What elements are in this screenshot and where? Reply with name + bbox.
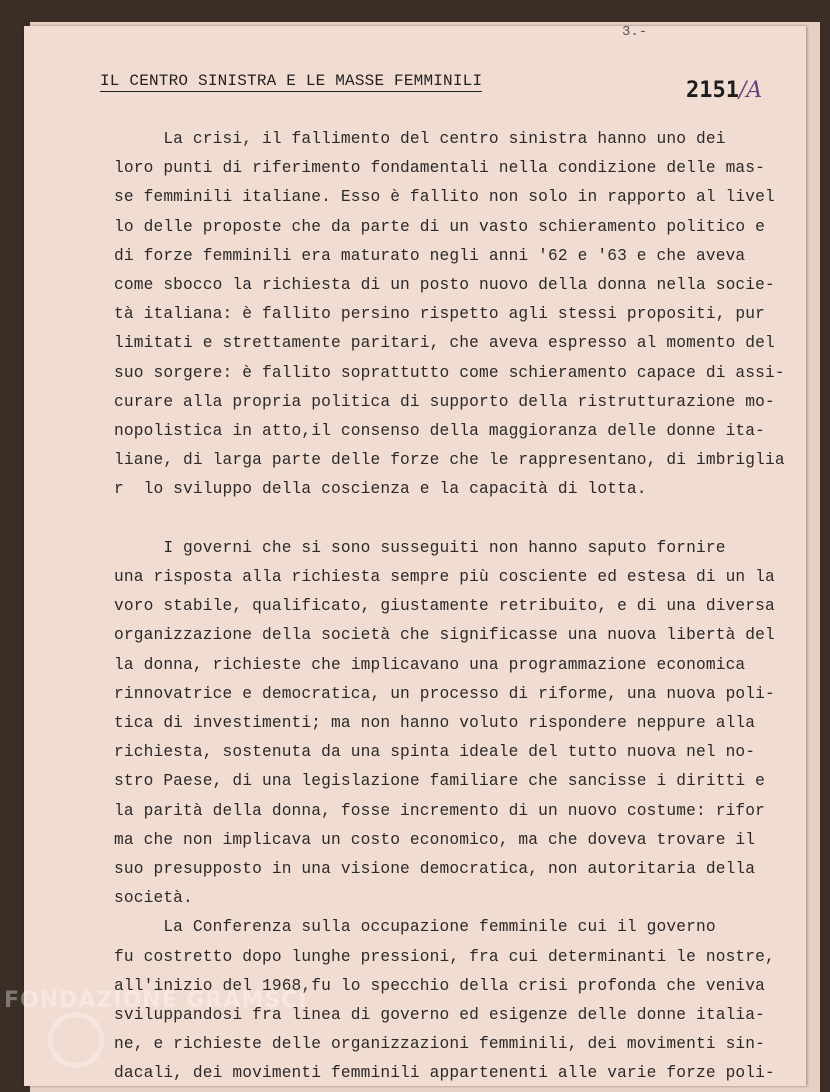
text-line: come sbocco la richiesta di un posto nuovo della donna nella socie- xyxy=(114,276,775,294)
text-line: all'inizio del 1968,fu lo specchio della crisi profonda che veniva xyxy=(114,976,766,995)
text-line: dacali, dei movimenti femminili appartenenti alle varie forze poli- xyxy=(114,1064,775,1083)
page-number-value: 2151 xyxy=(686,78,739,103)
text-line: I governi che si sono susseguiti non hanno saputo fornire xyxy=(114,538,726,557)
text-line: società. xyxy=(114,889,193,908)
text-line: limitati e strettamente paritari, che aveva espresso al momento del xyxy=(114,334,775,353)
text-line: fu costretto dopo lunghe pressioni, fra cui determinanti le nostre, xyxy=(114,947,775,966)
text-line: suo sorgere: è fallito soprattutto come schieramento capace di assi- xyxy=(114,363,785,382)
page-number xyxy=(686,78,762,103)
text-line: lo delle proposte che da parte di un vasto schieramento politico e xyxy=(114,217,766,236)
text-line: la donna, richieste che implicavano una programmazione economica xyxy=(114,655,746,674)
text-line: se femminili italiane. Esso è fallito non solo in rapporto al livel xyxy=(114,188,775,207)
page-number-suffix: /A xyxy=(738,78,763,103)
text-line: rinnovatrice e democratica, un processo di riforme, una nuova poli- xyxy=(114,684,775,703)
text-line: tà italiana: è fallito persino rispetto agli stessi propositi, pur xyxy=(114,305,766,324)
text-line: nopolistica in atto,il consenso della maggioranza delle donne ita- xyxy=(114,422,766,440)
top-page-mark: 3.- xyxy=(622,24,648,40)
text-line: la parità della donna, fosse incremento di un nuovo costume: rifor xyxy=(114,801,766,820)
watermark-logo-icon xyxy=(48,1012,104,1068)
text-line: suo presupposto in una visione democratica, non autoritaria della xyxy=(114,860,756,878)
text-line: voro stabile, qualificato, giustamente retribuito, e di una diversa xyxy=(114,597,775,616)
text-line: organizzazione della società che significasse una nuova libertà del xyxy=(114,626,775,645)
text-line: La crisi, il fallimento del centro sinistra hanno uno dei xyxy=(114,130,726,148)
text-line: r lo sviluppo della coscienza e la capacità di lotta. xyxy=(114,480,647,499)
text-line: loro punti di riferimento fondamentali nella condizione delle mas- xyxy=(114,159,766,178)
text-line: La Conferenza sulla occupazione femminile cui il governo xyxy=(114,918,716,937)
archive-watermark: FONDAZIONE GRAMSCI xyxy=(4,988,308,1013)
document-heading: IL CENTRO SINISTRA E LE MASSE FEMMINILI xyxy=(100,72,483,90)
text-line: curare alla propria politica di supporto della ristrutturazione mo- xyxy=(114,392,775,411)
text-line: di forze femminili era maturato negli anni '62 e '63 e che aveva xyxy=(114,246,746,265)
text-line: una risposta alla richiesta sempre più cosciente ed estesa di un la xyxy=(114,568,775,586)
text-line: ne, e richieste delle organizzazioni femminili, dei movimenti sin- xyxy=(114,1035,766,1054)
text-line: liane, di larga parte delle forze che le rappresentano, di imbriglia xyxy=(114,451,785,470)
text-line: richiesta, sostenuta da una spinta ideale del tutto nuova nel no- xyxy=(114,743,756,762)
text-line: ma che non implicava un costo economico, ma che doveva trovare il xyxy=(114,830,756,849)
text-line: tica di investimenti; ma non hanno voluto rispondere neppure alla xyxy=(114,714,756,732)
text-line: sviluppandosi fra linea di governo ed esigenze delle donne italia- xyxy=(114,1006,766,1024)
text-line: stro Paese, di una legislazione familiare che sancisse i diritti e xyxy=(114,772,766,791)
